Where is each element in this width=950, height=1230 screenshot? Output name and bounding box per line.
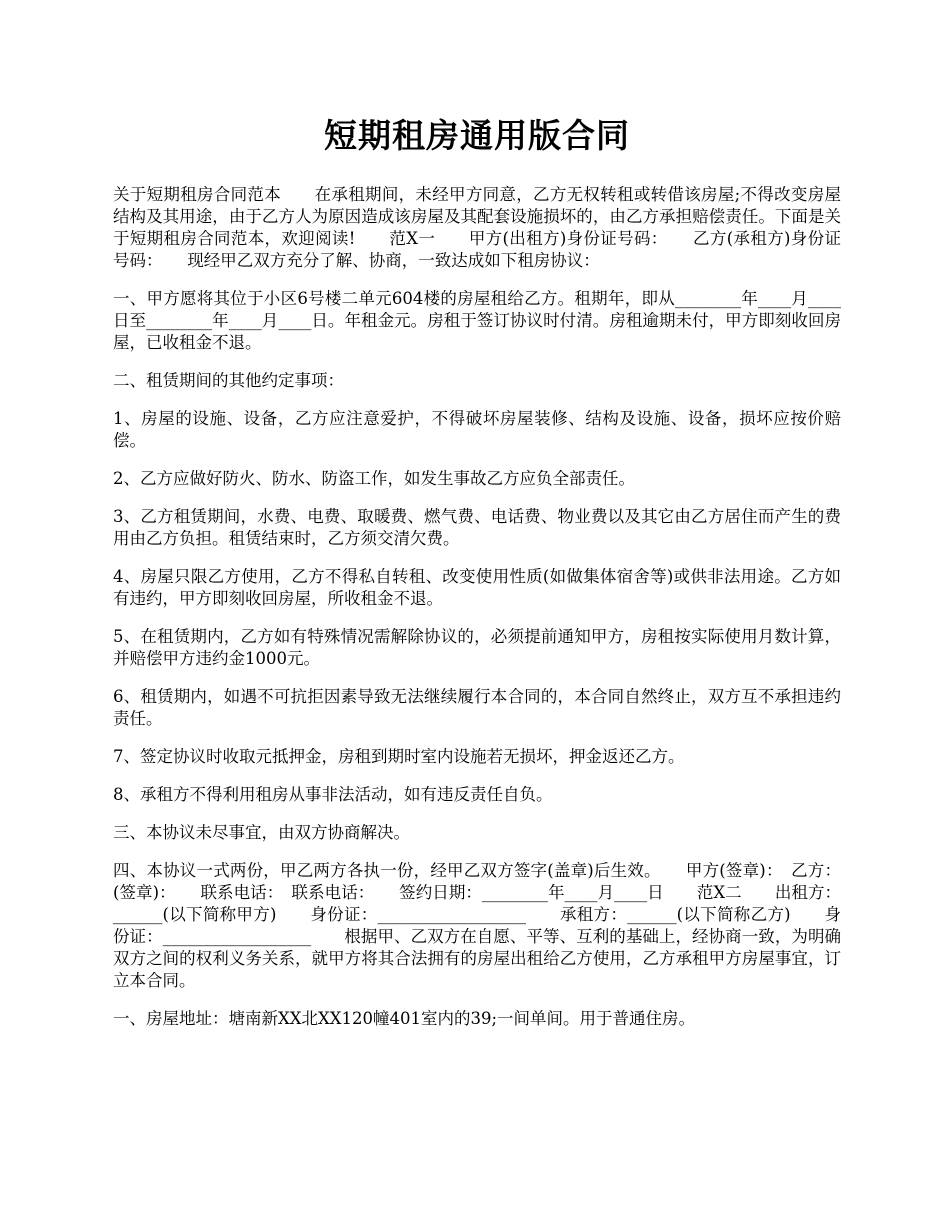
address-paragraph: 一、房屋地址：塘南新XX北XX120幢401室内的39;一间单间。用于普通住房。 [113,1009,696,1028]
intro-paragraph: 关于短期租房合同范本 在承租期间，未经甲方同意，乙方无权转租或转借该房屋;不得改变房屋结构及其用途，由于乙方人为原因造成该房屋及其配套设施损坏的，由乙方承担赔偿责任。下面是关于短期租房合同范本，欢迎阅读! 范X一 甲方(出租方)身份证号码： 乙方(承租方)身份证号码： 现经甲乙双方充分了解、协商，一致达成如下租房协议： [113,185,841,270]
term-5-paragraph: 5、在租赁期内，乙方如有特殊情况需解除协议的，必须提前通知甲方，房租按实际使用月数计算，并赔偿甲方违约金1000元。 [113,627,841,668]
term-8-paragraph: 8、承租方不得利用租房从事非法活动，如有违反责任自负。 [113,785,553,804]
clause-2-heading: 二、租赁期间的其他约定事项： [113,371,344,390]
term-1-paragraph: 1、房屋的设施、设备，乙方应注意爱护，不得破坏房屋装修、结构及设施、设备，损坏应按价赔偿。 [113,409,841,450]
clause-1-paragraph: 一、甲方愿将其位于小区6号楼二单元604楼的房屋租给乙方。租期年，即从________年____月____日至________年____月____日。年租金元。房租于签订协议时付清。房租逾期未付，甲方即刻收回房屋，已收租金不退。 [113,289,841,352]
term-4-paragraph: 4、房屋只限乙方使用，乙方不得私自转租、改变使用性质(如做集体宿舍等)或供非法用途。乙方如有违约，甲方即刻收回房屋，所收租金不退。 [113,567,841,608]
clause-4-paragraph: 四、本协议一式两份，甲乙两方各执一份，经甲乙双方签字(盖章)后生效。 甲方(签章)： 乙方：(签章)： 联系电话： 联系电话： 签约日期：________年____月____日 范X二 出租方：______(以下简称甲方) 身份证：__________________ 承租方：______(以下简称乙方) 身份证：__________________ 根据甲、乙双方在自愿、平等、互利的基础上，经协商一致，为明确双方之间的权利义务关系，就甲方将其合法拥有的房屋出租给乙方使用，乙方承租甲方房屋事宜，订立本合同。 [113,861,841,990]
term-2-paragraph: 2、乙方应做好防火、防水、防盗工作，如发生事故乙方应负全部责任。 [113,469,635,488]
document-page [113,112,841,1046]
clause-3-paragraph: 三、本协议未尽事宜，由双方协商解决。 [113,823,410,842]
document-title: 短期租房通用版合同 [324,116,630,155]
term-3-paragraph: 3、乙方租赁期间，水费、电费、取暖费、燃气费、电话费、物业费以及其它由乙方居住而产生的费用由乙方负担。租赁结束时，乙方须交清欠费。 [113,507,841,548]
term-6-paragraph: 6、租赁期内，如遇不可抗拒因素导致无法继续履行本合同的，本合同自然终止，双方互不承担违约责任。 [113,687,841,728]
term-7-paragraph: 7、签定协议时收取元抵押金，房租到期时室内设施若无损坏，押金返还乙方。 [113,747,685,766]
